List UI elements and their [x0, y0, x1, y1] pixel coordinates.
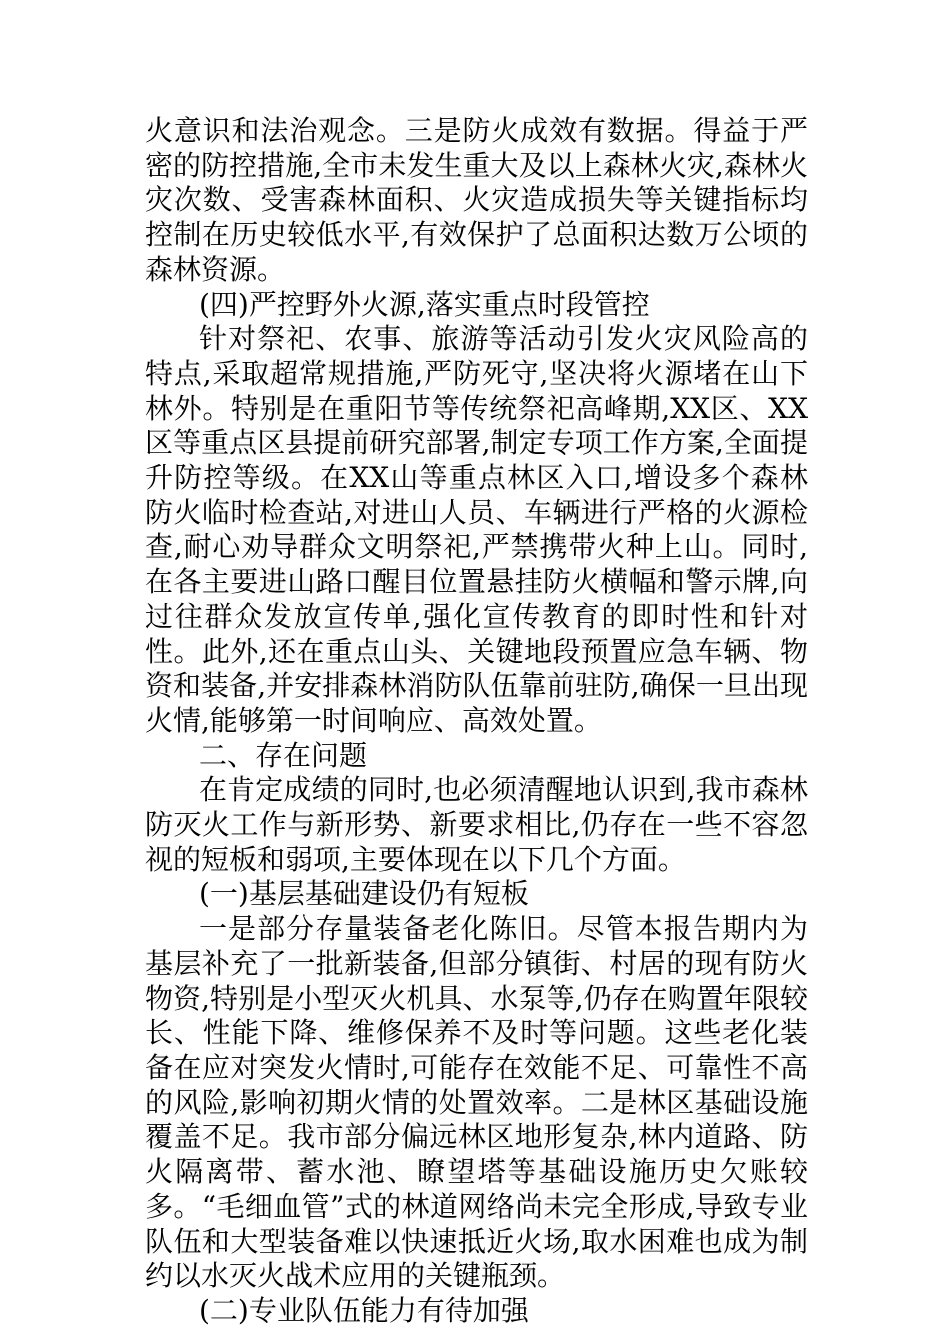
- subheading-grassroots-infrastructure: (一)基层基础建设仍有短板: [199, 877, 529, 911]
- document-body: [145, 114, 808, 1329]
- paragraph-equipment-and-infrastructure: 一是部分存量装备老化陈旧。尽管本报告期内为基层补充了一批新装备,但部分镇街、村居的现有防火物资,特别是小型灭火机具、水泵等,仍存在购置年限较长、性能下降、维修保养不及时等问题。这些老化装备在应对突发火情时,可能存在效能不足、可靠性不高的风险,影响初期火情的处置效率。二是林区基础设施覆盖不足。我市部分偏远林区地形复杂,林内道路、防火隔离带、蓄水池、瞭望塔等基础设施历史欠账较多。“毛细血管”式的林道网络尚未完全形成,导致专业队伍和大型装备难以快速抵近火场,取水困难也成为制约以水灭火战术应用的关键瓶颈。: [145, 912, 808, 1293]
- heading-existing-problems: 二、存在问题: [199, 738, 368, 772]
- subheading-control-wild-fire-sources: (四)严控野外火源,落实重点时段管控: [199, 287, 650, 321]
- paragraph-fire-awareness-continuation: 火意识和法治观念。三是防火成效有数据。得益于严密的防控措施,全市未发生重大及以上森林火灾,森林火灾次数、受害森林面积、火灾造成损失等关键指标均控制在历史较低水平,有效保护了总面积达数万公顷的森林资源。: [145, 114, 808, 286]
- paragraph-problems-intro: 在肯定成绩的同时,也必须清醒地认识到,我市森林防灭火工作与新形势、新要求相比,仍存在一些不容忽视的短板和弱项,主要体现在以下几个方面。: [145, 773, 808, 876]
- paragraph-fire-source-measures: 针对祭祀、农事、旅游等活动引发火灾风险高的特点,采取超常规措施,严防死守,坚决将火源堵在山下林外。特别是在重阳节等传统祭祀高峰期,XX区、XX区等重点区县提前研究部署,制定专项工作方案,全面提升防控等级。在XX山等重点林区入口,增设多个森林防火临时检查站,对进山人员、车辆进行严格的火源检查,耐心劝导群众文明祭祀,严禁携带火种上山。同时,在各主要进山路口醒目位置悬挂防火横幅和警示牌,向过往群众发放宣传单,强化宣传教育的即时性和针对性。此外,还在重点山头、关键地段预置应急车辆、物资和装备,并安排森林消防队伍靠前驻防,确保一旦出现火情,能够第一时间响应、高效处置。: [145, 322, 808, 737]
- subheading-professional-team-capacity: (二)专业队伍能力有待加强: [199, 1293, 529, 1327]
